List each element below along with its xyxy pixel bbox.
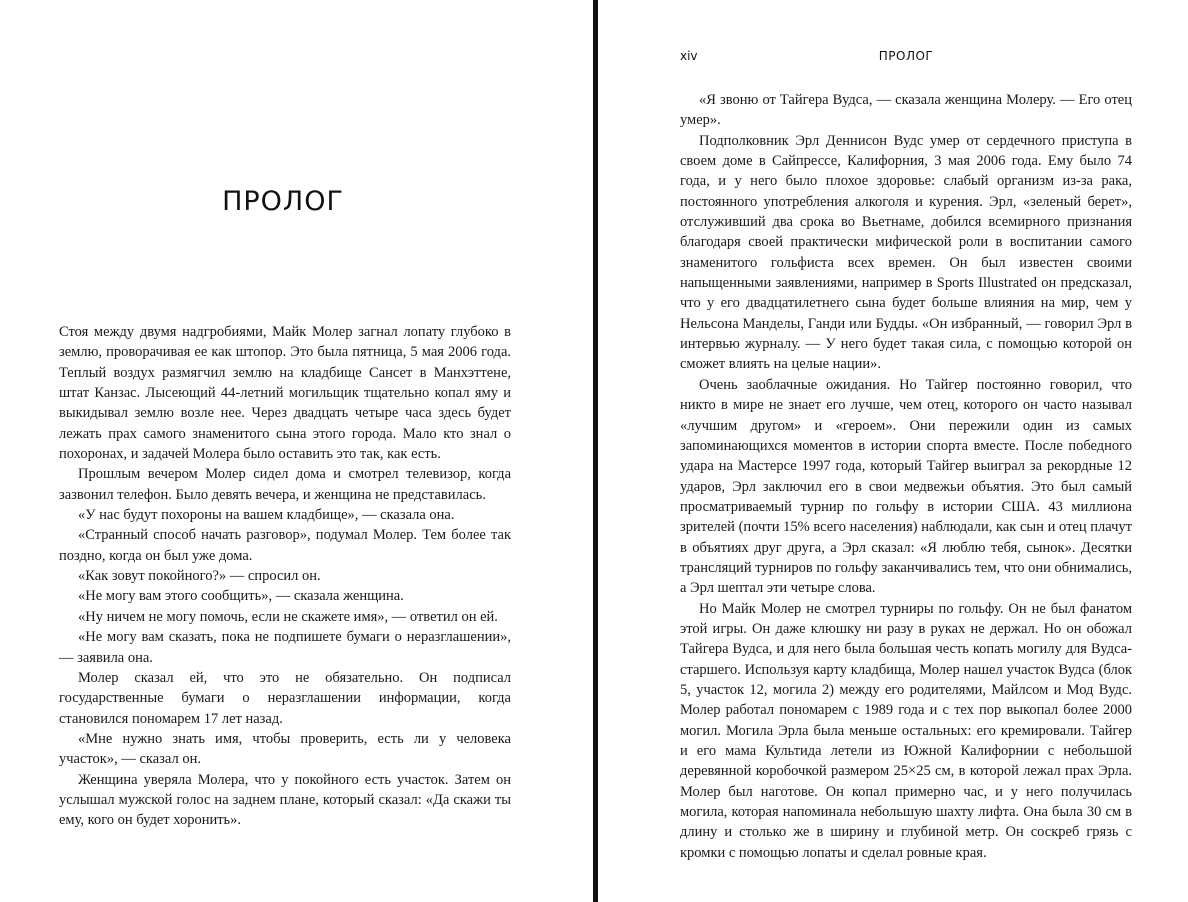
paragraph: Подполковник Эрл Деннисон Вудс умер от сердечного приступа в своем доме в Сайпрессе, Калифорния, 3 мая 2006 года. Ему было 74 года, и у него было плохое здоровье: слабый организм из-за рака, постоянного употребления алкоголя и курения. Эрл, «зеленый берет», отслуживший два срока во Вьетнаме, добился всемирного признания благодаря своей практически мифической роли в воспитании самого знаменитого гольфиста всех времен. Он был известен своими напыщенными заявлениями, например в Sports Illustrated он предсказал, что у его двадцатилетнего сына будет больше влияния на мир, чем у Нельсона Манделы, Ганди или Будды. «Он избранный, — говорил Эрл в интервью журналу. — У него будет такая сила, с помощью которой он сможет влиять на целые нации». <box>680 132 1132 373</box>
paragraph: «Не могу вам сказать, пока не подпишете бумаги о неразглашении», — заявила она. <box>59 629 511 666</box>
left-page <box>0 0 593 902</box>
paragraph: «Мне нужно знать имя, чтобы проверить, есть ли у человека участок», — сказал он. <box>59 730 511 768</box>
paragraph: «Ну ничем не могу помочь, если не скажете имя», — ответил он ей. <box>78 608 498 625</box>
page-number: xiv <box>680 49 698 63</box>
paragraph: «Странный способ начать разговор», подумал Молер. Тем более так поздно, когда он был уже дома. <box>59 527 511 564</box>
paragraph: Женщина уверяла Молера, что у покойного есть участок. Затем он услышал мужской голос на заднем плане, который сказал: «Да скажи ты ему, кого он будет хоронить». <box>59 771 511 829</box>
paragraph: Но Майк Молер не смотрел турниры по гольфу. Он не был фанатом этой игры. Он даже клюшку ни разу в руках не держал. Но он обожал Тайгера Вудса, и для него была большая честь копать могилу для Вудса-старшего. Используя карту кладбища, Молер нашел участок Вудса (блок 5, участок 12, могила 2) между его родителями, Майлсом и Мод Вудс. Молер работал пономарем с 1989 года и с тех пор выкопал более 2000 могил. Могила Эрла была меньше остальных: его кремировали. Тайгер и его мама Культида летели из Южной Калифорнии с небольшой деревянной коробочкой размером 25×25 см, в которой лежал прах Эрла. Молер был наготове. Он копал примерно час, и у него получилась могила, которая напоминала небольшую шахту лифта. Она была 30 см в длину и столько же в ширину и глубиной метр. Он соскреб грязь с кромки с помощью лопаты и сделал ровные края. <box>680 600 1132 861</box>
running-title: ПРОЛОГ <box>878 49 934 63</box>
right-page <box>598 0 1188 902</box>
paragraph: «Как зовут покойного?» — спросил он. <box>78 568 321 585</box>
chapter-title: ПРОЛОГ <box>222 186 344 217</box>
paragraph: «Я звоню от Тайгера Вудса, — сказала женщина Молеру. — Его отец умер». <box>680 92 1132 129</box>
paragraph: Молер сказал ей, что это не обязательно. Он подписал государственные бумаги о неразглашении информации, когда становился пономарем 17 лет назад. <box>59 669 511 727</box>
right-page-body <box>680 90 1132 863</box>
paragraph: Прошлым вечером Молер сидел дома и смотрел телевизор, когда зазвонил телефон. Было девять вечера, и женщина не представилась. <box>59 466 511 503</box>
paragraph: «Не могу вам этого сообщить», — сказала женщина. <box>78 588 404 605</box>
paragraph: «У нас будут похороны на вашем кладбище», — сказала она. <box>78 507 455 524</box>
running-head <box>680 49 1132 69</box>
paragraph: Очень заоблачные ожидания. Но Тайгер постоянно говорил, что никто в мире не знает его лучше, чем отец, которого он часто называл «лучшим другом» и «героем». Они пережили один из самых запоминающихся моментов в истории спорта вместе. После победного удара на Мастерсе 1997 года, который Тайгер выиграл за рекордные 12 ударов, Эрл заключил его в свои медвежьи объятия. Это был самый просматриваемый турнир по гольфу в истории США. 43 миллиона зрителей (почти 15% всего населения) наблюдали, как сын и отец плачут в объятиях друг друга, а Эрл сказал: «Я люблю тебя, сынок». Десятки трансляций турниров по гольфу заканчивались тем, что они обнимались, а Эрл шептал эти четыре слова. <box>680 376 1132 597</box>
paragraph: Стоя между двумя надгробиями, Майк Молер загнал лопату глубоко в землю, проворачивая ее как штопор. Это была пятница, 5 мая 2006 года. Теплый воздух размягчил землю на кладбище Сансет в Манхэттене, штат Канзас. Лысеющий 44-летний могильщик тщательно копал яму и выкидывал землю возле нее. Через двадцать четыре часа здесь будет лежать прах самого знаменитого сына этого города. Мало кто знал о похоронах, и задачей Молера было оставить это так, как есть. <box>59 324 511 463</box>
left-page-body <box>59 322 511 831</box>
